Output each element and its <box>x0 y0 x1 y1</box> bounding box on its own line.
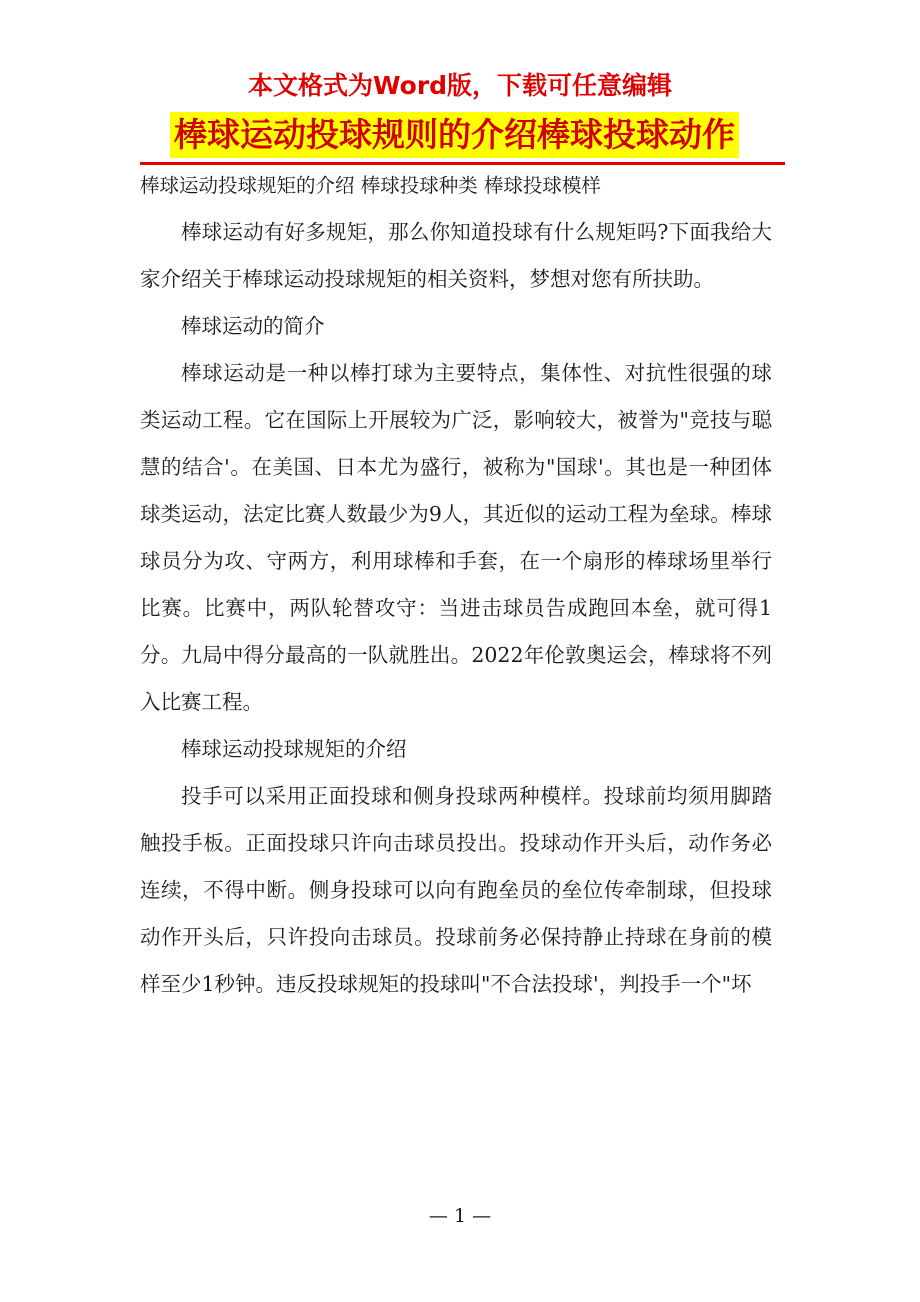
section-heading-pitching-rules: 棒球运动投球规矩的介绍 <box>181 737 407 761</box>
section-heading-intro: 棒球运动的简介 <box>181 314 325 338</box>
document-title: 棒球运动投球规则的介绍棒球投球动作 <box>170 112 739 158</box>
keyword-subtitle: 棒球运动投球规矩的介绍 棒球投球种类 棒球投球模样 <box>140 174 601 197</box>
baseball-overview-paragraph: 棒球运动是一种以棒打球为主要特点，集体性、对抗性很强的球类运动工程。它在国际上开展较为广泛，影响较大，被誉为"竞技与聪慧的结合'。在美国、日本尤为盛行，被称为"国球'。其也是一种团体球类运动，法定比赛人数最少为9人，其近似的运动工程为垒球。棒球球员分为攻、守两方，利用球棒和手套，在一个扇形的棒球场里举行比赛。比赛中，两队轮替攻守：当进击球员告成跑回本垒，就可得1分。九局中得分最高的一队就胜出。2022年伦敦奥运会，棒球将不列入比赛工程。 <box>140 361 772 714</box>
page-number: — 1 — <box>428 1205 492 1227</box>
download-banner: 本文格式为Word版，下载可任意编辑 <box>247 71 673 100</box>
title-block <box>140 112 785 165</box>
pitching-rules-paragraph: 投手可以采用正面投球和侧身投球两种模样。投球前均须用脚踏触投手板。正面投球只许向击球员投出。投球动作开头后，动作务必连续，不得中断。侧身投球可以向有跑垒员的垒位传牵制球，但投球动作开头后，只许投向击球员。投球前务必保持静止持球在身前的模样至少1秒钟。违反投球规矩的投球叫"不合法投球'，判投手一个"坏 <box>140 784 772 996</box>
intro-paragraph: 棒球运动有好多规矩，那么你知道投球有什么规矩吗?下面我给大家介绍关于棒球运动投球规矩的相关资料，梦想对您有所扶助。 <box>140 220 772 291</box>
document-body <box>140 209 772 1008</box>
